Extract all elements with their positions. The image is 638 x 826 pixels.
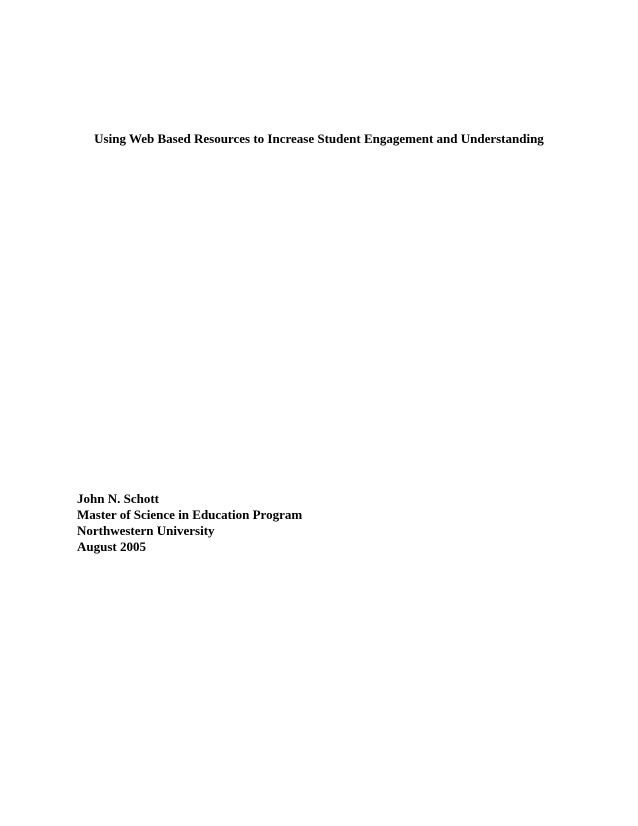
author-name: John N. Schott xyxy=(77,491,159,506)
degree-program: Master of Science in Education Program xyxy=(77,507,303,522)
author-info-block xyxy=(77,491,302,555)
document-title: Using Web Based Resources to Increase Student Engagement and Understanding xyxy=(94,131,544,146)
institution-name: Northwestern University xyxy=(77,523,215,538)
submission-date: August 2005 xyxy=(77,539,146,554)
